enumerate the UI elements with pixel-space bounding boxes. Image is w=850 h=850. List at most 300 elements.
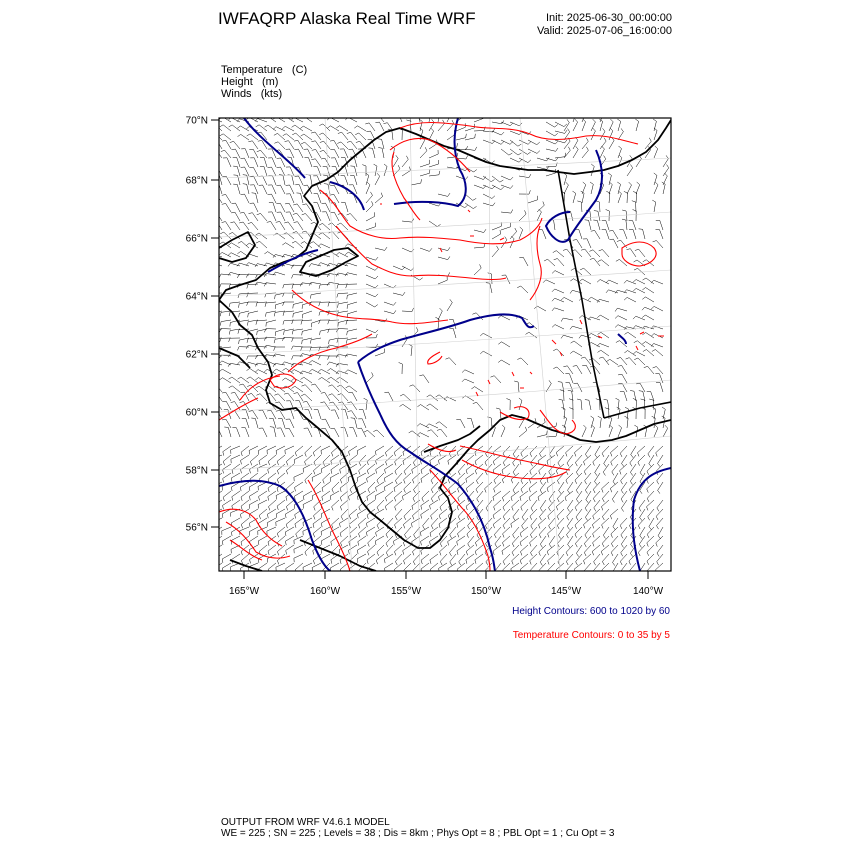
wind-barb xyxy=(651,280,663,284)
wind-barb xyxy=(213,464,222,473)
wind-barb xyxy=(437,110,440,122)
coastline xyxy=(219,120,671,571)
wind-barb xyxy=(612,491,618,503)
latitude-axis xyxy=(186,116,219,534)
wind-barb xyxy=(368,536,375,547)
wind-barb xyxy=(330,473,339,482)
wind-barb xyxy=(233,157,240,167)
wind-barb xyxy=(322,419,331,428)
wind-barb xyxy=(378,148,384,159)
wind-barb xyxy=(492,131,504,135)
wind-barb xyxy=(558,382,564,392)
wind-barb xyxy=(570,326,582,329)
wind-barb xyxy=(427,395,438,401)
wind-barb xyxy=(340,527,348,537)
wind-barb xyxy=(657,500,663,511)
wind-barb xyxy=(266,320,276,327)
wind-barb xyxy=(531,545,538,556)
wind-barb xyxy=(613,563,618,575)
wind-barb xyxy=(556,446,564,456)
wind-barb xyxy=(618,146,622,158)
wind-barb xyxy=(223,455,231,465)
wind-barb xyxy=(367,500,375,510)
wind-barb xyxy=(458,473,465,484)
wind-barb xyxy=(285,446,294,454)
wind-barb xyxy=(403,455,411,465)
wind-barb xyxy=(590,258,600,266)
wind-barb xyxy=(546,148,558,151)
temperature-dash-fragments xyxy=(380,204,664,396)
wind-barb xyxy=(409,344,413,356)
wind-barb xyxy=(657,545,663,556)
wind-barb xyxy=(286,167,294,176)
wind-barb xyxy=(656,220,663,230)
wind-barb xyxy=(359,455,366,466)
wind-barb xyxy=(241,455,249,464)
wind-barb xyxy=(636,383,645,392)
wind-barb xyxy=(277,428,285,437)
wind-barb xyxy=(277,473,285,483)
wind-barb xyxy=(314,194,321,204)
wind-barb xyxy=(609,230,618,239)
wind-barb xyxy=(366,329,378,333)
wind-barb xyxy=(555,153,566,158)
wind-barb xyxy=(467,418,474,428)
wind-barb xyxy=(368,482,375,493)
wind-barb xyxy=(311,384,321,392)
wind-barb xyxy=(222,204,231,213)
wind-barb xyxy=(286,419,294,428)
wind-barb xyxy=(232,203,241,212)
wind-barb xyxy=(214,491,222,500)
wind-barb xyxy=(530,527,537,538)
wind-barb xyxy=(566,446,573,456)
wind-barb xyxy=(638,446,646,456)
wind-barb xyxy=(341,409,348,419)
wind-barb xyxy=(327,369,339,375)
wind-barb xyxy=(259,176,267,185)
wind-barb xyxy=(634,341,645,347)
wind-barb xyxy=(647,536,654,547)
wind-barb xyxy=(337,385,348,392)
wind-barb xyxy=(350,175,357,185)
wind-barb xyxy=(394,482,402,492)
wind-barb xyxy=(230,222,240,230)
wind-barb xyxy=(539,545,546,556)
wind-barb xyxy=(294,149,303,158)
wind-barb xyxy=(222,419,231,428)
wind-barb xyxy=(260,166,267,176)
wind-barb xyxy=(321,536,330,545)
wind-barb xyxy=(346,284,357,288)
wind-barb xyxy=(328,377,340,383)
wind-barb xyxy=(647,491,654,502)
wind-barb xyxy=(314,464,322,474)
wind-barb xyxy=(462,370,474,374)
wind-barb xyxy=(268,464,276,473)
wind-barb xyxy=(375,536,384,545)
wind-barb xyxy=(367,518,376,527)
wind-barb xyxy=(229,386,240,392)
wind-barb xyxy=(530,563,537,574)
wind-barb xyxy=(615,316,627,320)
wind-barb xyxy=(413,563,420,574)
wind-barb xyxy=(556,563,564,573)
wind-barb xyxy=(329,232,339,239)
wind-barb xyxy=(506,399,510,411)
wind-barb xyxy=(328,356,339,360)
wind-barb xyxy=(539,518,547,528)
wind-barb xyxy=(498,342,510,347)
wind-barb xyxy=(629,221,636,231)
wind-barb xyxy=(214,500,223,509)
wind-barb xyxy=(282,243,294,248)
wind-barb xyxy=(503,500,510,511)
wind-barb xyxy=(512,545,519,556)
wind-barb xyxy=(474,229,486,232)
wind-barb xyxy=(591,416,594,428)
wind-barb xyxy=(630,563,636,574)
wind-barb xyxy=(584,518,592,528)
wind-barb xyxy=(429,150,438,158)
wind-barb xyxy=(393,155,398,167)
field-winds: Winds (kts) xyxy=(221,88,283,100)
wind-barb xyxy=(585,500,591,511)
wind-barb xyxy=(366,131,375,140)
wind-barb xyxy=(268,212,276,221)
wind-barb xyxy=(291,265,303,269)
wind-barb xyxy=(449,482,456,493)
wind-barb xyxy=(375,173,380,185)
wind-barb xyxy=(220,320,231,326)
wind-barb xyxy=(495,563,501,574)
wind-barb xyxy=(228,363,240,366)
wind-barb xyxy=(328,385,339,392)
wind-barb xyxy=(420,527,429,536)
wind-barb xyxy=(438,256,450,259)
wind-barb xyxy=(250,185,258,194)
wind-barb xyxy=(611,446,619,456)
wind-barb xyxy=(552,271,564,275)
wind-barb xyxy=(269,500,277,510)
wind-barb xyxy=(546,131,558,136)
wind-barb xyxy=(293,204,303,212)
wind-barb xyxy=(617,240,627,248)
wind-barb xyxy=(548,509,555,520)
wind-barb xyxy=(313,518,321,528)
wind-barb xyxy=(222,392,231,401)
wind-barb xyxy=(304,149,312,158)
wind-barb xyxy=(622,219,627,230)
wind-barb xyxy=(598,350,610,356)
wind-barb xyxy=(621,491,627,502)
wind-barb xyxy=(539,527,546,538)
wind-barb xyxy=(292,329,303,334)
wind-barb xyxy=(276,518,285,526)
wind-barb xyxy=(311,132,321,140)
wind-barb xyxy=(212,402,222,410)
wind-barb xyxy=(293,232,303,240)
wind-barb xyxy=(303,563,312,571)
wind-barb xyxy=(404,563,411,574)
wind-barb xyxy=(526,332,538,338)
wind-barb xyxy=(241,167,249,176)
wind-barb xyxy=(259,455,267,465)
wind-barb xyxy=(295,176,303,185)
wind-barb xyxy=(450,545,457,556)
wind-barb xyxy=(219,369,231,374)
wind-barb xyxy=(295,482,303,491)
wind-barb xyxy=(653,241,663,249)
wind-barb xyxy=(322,212,330,221)
wind-barb xyxy=(376,455,384,464)
wind-barb xyxy=(530,509,537,520)
wind-barb xyxy=(247,284,258,289)
wind-barb xyxy=(510,228,517,239)
wind-barb xyxy=(602,500,610,510)
wind-barb xyxy=(376,464,384,474)
wind-barb xyxy=(493,464,501,474)
wind-barb xyxy=(520,536,528,546)
wind-barb xyxy=(276,185,285,194)
wind-barb xyxy=(214,527,223,536)
longitude-axis xyxy=(229,571,664,597)
wind-barb xyxy=(366,223,376,230)
wind-barb xyxy=(399,363,403,375)
wind-barb xyxy=(465,134,475,140)
wind-barb xyxy=(359,518,367,528)
lon-tick-label: 165°W xyxy=(228,586,260,597)
wind-barb xyxy=(223,158,231,167)
wind-barb xyxy=(347,329,357,335)
wind-barb xyxy=(241,491,249,501)
wind-barb xyxy=(274,233,285,239)
wind-barb xyxy=(474,176,486,180)
wind-barb xyxy=(242,418,249,428)
wind-barb xyxy=(239,311,249,317)
wind-barb xyxy=(656,446,663,457)
wind-barb xyxy=(422,491,429,502)
wind-barb xyxy=(294,455,303,464)
wind-barb xyxy=(292,125,303,131)
wind-barb xyxy=(283,293,294,297)
wind-barb xyxy=(376,554,384,564)
wind-barb xyxy=(282,362,294,365)
wind-barb xyxy=(431,482,438,493)
wind-barb xyxy=(395,500,402,510)
wind-barb xyxy=(617,357,627,365)
wind-barb xyxy=(305,473,312,484)
wind-barb xyxy=(243,184,249,194)
wind-barb xyxy=(309,369,321,374)
wind-barb xyxy=(573,137,578,149)
wind-barb xyxy=(599,119,602,131)
wind-barb xyxy=(286,536,295,545)
wind-barb xyxy=(594,554,600,565)
wind-barb xyxy=(456,419,465,428)
wind-barb xyxy=(385,446,393,456)
wind-barb xyxy=(564,182,568,194)
wind-barb xyxy=(292,338,303,342)
wind-barb xyxy=(521,545,529,555)
wind-barb xyxy=(256,125,267,131)
wind-barb xyxy=(403,545,411,555)
wind-barb xyxy=(554,259,564,267)
wind-barb xyxy=(476,563,484,573)
wind-barb xyxy=(286,185,294,194)
wind-barb xyxy=(278,418,285,428)
wind-barb xyxy=(249,149,258,158)
wind-barb xyxy=(475,455,483,465)
wind-barb xyxy=(602,554,609,565)
wind-barb xyxy=(375,193,383,203)
wind-barb xyxy=(294,545,303,553)
wind-barb xyxy=(537,202,544,213)
wind-barb xyxy=(405,527,412,538)
wind-barb xyxy=(598,416,602,428)
wind-barb xyxy=(528,196,538,203)
wind-barb xyxy=(268,509,277,518)
wind-barb xyxy=(428,430,439,437)
wind-barb xyxy=(648,509,654,520)
wind-barb xyxy=(609,137,614,149)
wind-barb xyxy=(436,422,447,428)
wind-barb xyxy=(538,230,546,239)
wind-barb xyxy=(652,350,663,357)
wind-barb xyxy=(448,455,456,465)
wind-barb xyxy=(295,563,303,573)
wind-barb xyxy=(514,381,519,392)
wind-barb xyxy=(438,193,450,196)
wind-barb xyxy=(268,491,276,501)
wind-barb xyxy=(327,274,339,278)
wind-barb xyxy=(248,222,258,230)
wind-barb xyxy=(501,210,513,214)
wind-barb xyxy=(286,545,294,554)
wind-barb xyxy=(328,302,339,307)
wind-barb xyxy=(247,293,258,297)
wind-barb xyxy=(330,149,339,158)
wind-barb xyxy=(243,175,249,185)
wind-barb xyxy=(330,212,339,221)
wind-barb xyxy=(274,394,285,401)
wind-barb xyxy=(312,473,321,482)
wind-barb xyxy=(546,163,557,167)
lat-tick-label: 56°N xyxy=(185,522,208,534)
wind-barb xyxy=(602,220,609,230)
wind-barb xyxy=(493,509,501,519)
wind-barb xyxy=(293,213,303,221)
wind-barb xyxy=(294,473,303,481)
wind-barb xyxy=(519,427,527,437)
wind-barb xyxy=(643,350,654,357)
wind-barb xyxy=(277,545,285,555)
wind-barb xyxy=(320,329,330,335)
wind-barb xyxy=(285,527,294,536)
wind-barb xyxy=(474,243,485,248)
wind-barb xyxy=(366,302,378,307)
wind-barb xyxy=(421,545,429,555)
wind-barb xyxy=(471,387,483,392)
wind-barb xyxy=(602,518,609,529)
wind-barb xyxy=(293,302,303,308)
wind-barb xyxy=(321,464,330,473)
wind-barb xyxy=(269,202,276,212)
wind-barb xyxy=(309,361,321,366)
wind-barb xyxy=(430,500,438,509)
wind-barb xyxy=(552,289,564,293)
wind-barb xyxy=(399,129,403,141)
wind-barb xyxy=(555,122,567,127)
wind-barb xyxy=(384,482,393,491)
wind-barb xyxy=(320,150,330,158)
wind-barb xyxy=(366,372,373,383)
wind-barb xyxy=(311,159,321,167)
wind-barb xyxy=(563,366,573,374)
wind-barb xyxy=(222,195,231,204)
wind-barb xyxy=(579,335,591,338)
wind-barb xyxy=(592,545,600,555)
wind-barb xyxy=(276,563,285,571)
wind-barb xyxy=(297,193,304,203)
wind-barb xyxy=(366,527,375,536)
wind-barb xyxy=(503,563,510,574)
wind-barb xyxy=(351,418,357,428)
wind-barb xyxy=(229,377,240,383)
wind-barb xyxy=(259,185,267,194)
wind-barb xyxy=(332,482,339,493)
wind-barb xyxy=(268,167,277,176)
wind-barb xyxy=(537,431,547,437)
wind-barb xyxy=(547,482,555,492)
wind-barb xyxy=(602,229,609,239)
wind-barb xyxy=(473,402,483,410)
wind-barb xyxy=(213,509,222,518)
wind-barb xyxy=(366,212,375,221)
wind-barb xyxy=(503,509,510,520)
wind-barb xyxy=(446,358,457,365)
wind-barb xyxy=(310,242,321,248)
wind-barb xyxy=(414,111,420,122)
wind-barb xyxy=(503,518,510,529)
wind-barb xyxy=(302,329,312,335)
field-temperature: Temperature (C) xyxy=(221,64,308,76)
wind-barb xyxy=(404,482,411,493)
wind-barb xyxy=(476,482,483,493)
wind-barb xyxy=(231,392,240,401)
wind-barb xyxy=(538,491,546,501)
wind-barb xyxy=(222,527,231,535)
wind-barb xyxy=(596,399,600,410)
wind-barb xyxy=(491,376,502,383)
wind-barb xyxy=(557,536,564,547)
wind-barb xyxy=(258,482,267,490)
wind-barb xyxy=(447,299,452,311)
wind-barb xyxy=(404,509,411,520)
wind-barb xyxy=(223,491,231,501)
wind-barb xyxy=(502,275,510,284)
wind-barb xyxy=(430,554,438,564)
wind-barb xyxy=(411,179,422,185)
wind-barb xyxy=(366,284,378,288)
wind-barb xyxy=(347,214,357,222)
wind-barb xyxy=(286,194,294,203)
wind-barb xyxy=(466,545,474,555)
wind-barb xyxy=(314,482,321,493)
wind-barb xyxy=(345,273,357,276)
wind-barb xyxy=(295,491,304,500)
wind-barb xyxy=(458,464,465,475)
